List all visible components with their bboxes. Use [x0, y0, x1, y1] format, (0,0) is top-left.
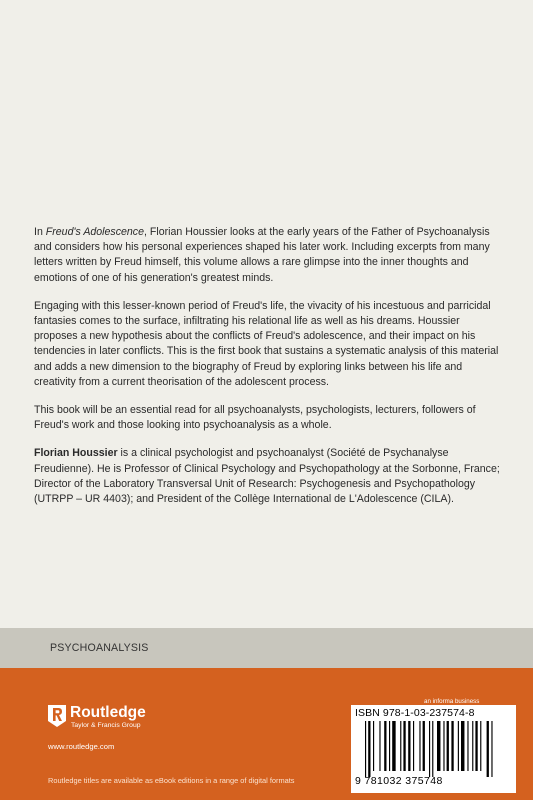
- blurb-paragraph-2: Engaging with this lesser-known period of Freud's life, the vivacity of his incestuous and parricidal fantasies comes to the surface, infiltrating his relational life as well as his dreams. Houssier proposes a new hypothesis about the conflicts of Freud's adolescence, and their impact on his tendencies in later conflicts. This is the first book that sustains a systematic analysis of this material and adds a new dimension to the biography of Freud by exploring links between his life and creativity from a current theorisation of the adolescent process.: [34, 299, 499, 388]
- category-label: PSYCHOANALYSIS: [50, 642, 149, 654]
- publisher-footer: [0, 668, 533, 800]
- routledge-logo-icon: [48, 705, 66, 727]
- book-title: Freud's Adolescence: [45, 226, 144, 238]
- blurb-paragraph-1: In Freud's Adolescence, Florian Houssier looks at the early years of the Father of Psychoanalysis and considers how his personal experiences shaped his later work. Including excerpts from many letters written by Freud himself, this volume allows a rare glimpse into the inner thoughts and emotions of one of his generation's greatest minds.: [34, 226, 490, 284]
- blurb-text: [34, 225, 504, 520]
- publisher-name: Routledge: [70, 704, 146, 721]
- barcode-bars: [365, 721, 505, 777]
- author-name: Florian Houssier: [34, 447, 118, 460]
- barcode-digits: 9 781032 375748: [355, 775, 443, 787]
- isbn-barcode: [351, 705, 516, 793]
- author-bio: Florian Houssier is a clinical psychologist and psychoanalyst (Société de Psychanalyse Freudienne). He is Professor of Clinical Psychology and Psychopathology at the Sorbonne, France; Director of the Laboratory Transversal Unit of Research: Psychogenesis and Psychopathology (UTRPP – UR 4403); and President of the Collège International de L'Adolescence (CILA).: [34, 447, 500, 506]
- ebook-note: Routledge titles are available as eBook editions in a range of digital formats: [48, 776, 295, 785]
- isbn-text: ISBN 978-1-03-237574-8: [355, 707, 475, 719]
- informa-note: an informa business: [424, 698, 480, 705]
- publisher-website: www.routledge.com: [48, 742, 115, 751]
- category-band: [0, 628, 533, 668]
- publisher-subline: Taylor & Francis Group: [71, 722, 141, 729]
- blurb-paragraph-3: This book will be an essential read for all psychoanalysts, psychologists, lecturers, followers of Freud's work and those looking into psychoanalysis as a whole.: [34, 404, 476, 432]
